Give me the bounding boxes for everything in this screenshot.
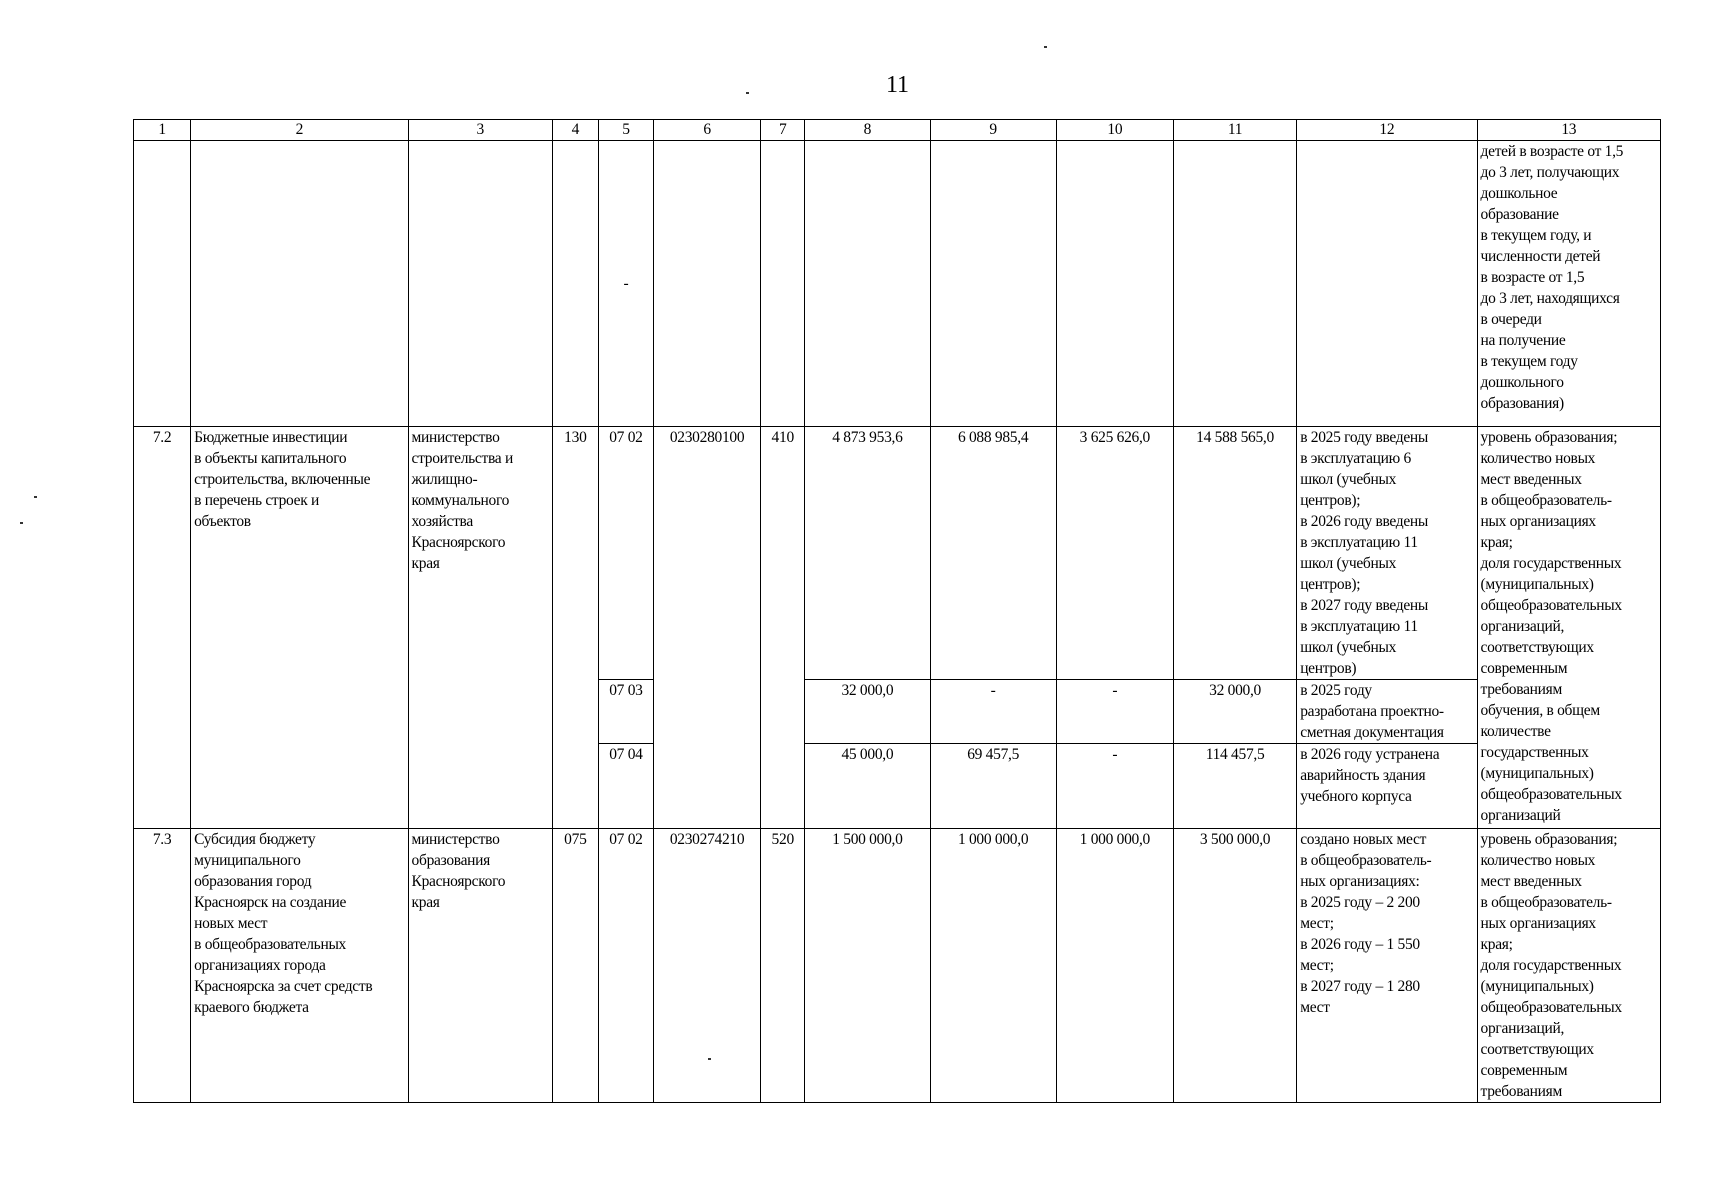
cell-vr: 520 (761, 829, 805, 1103)
cell-total: 3 500 000,0 (1173, 829, 1296, 1103)
cell-2025: 1 500 000,0 (805, 829, 930, 1103)
cell-2027: 3 625 626,0 (1056, 427, 1173, 680)
cell-2027: - (1056, 680, 1173, 744)
cell-result: создано новых мест в общеобразователь- ных организациях: в 2025 году – 2 200 мест; в 2026 году – 1 550 мест; в 2027 году – 1 280 мест (1297, 829, 1477, 1103)
cell-2026: 69 457,5 (930, 744, 1056, 829)
scan-speck (34, 496, 37, 498)
column-header: 8 (805, 120, 930, 141)
cell-grbs-code: 075 (552, 829, 598, 1103)
cell-grbs: министерство строительства и жилищно- коммунального хозяйства Красноярского края (408, 427, 552, 829)
cell-grbs-code: 130 (552, 427, 598, 829)
cell-csr: 0230274210 (653, 829, 760, 1103)
cell-result: в 2026 году устранена аварийность здания учебного корпуса (1297, 744, 1477, 829)
column-header: 1 (134, 120, 191, 141)
cell-measure-name: Субсидия бюджету муниципального образования город Красноярск на создание новых мест в общеобразовательных организациях города Красноярска за счет средств краевого бюджета (191, 829, 408, 1103)
scan-speck (1044, 46, 1047, 48)
cell-rzpr: - (598, 141, 653, 427)
column-header: 13 (1477, 120, 1660, 141)
column-header: 6 (653, 120, 760, 141)
cell-2027: 1 000 000,0 (1056, 829, 1173, 1103)
cell-result: в 2025 году введены в эксплуатацию 6 школ (учебных центров); в 2026 году введены в эксплуатацию 11 школ (учебных центров); в 2027 году введены в эксплуатацию 11 школ (учебных центров) (1297, 427, 1477, 680)
cell-total: 32 000,0 (1173, 680, 1296, 744)
scan-speck (20, 522, 23, 524)
cell-2026: 1 000 000,0 (930, 829, 1056, 1103)
table-row (134, 829, 1661, 1103)
cell-2026: - (930, 680, 1056, 744)
cell-2026: 6 088 985,4 (930, 427, 1056, 680)
cell-number: 7.2 (134, 427, 191, 829)
cell-2025: 45 000,0 (805, 744, 930, 829)
cell-grbs: министерство образования Красноярского края (408, 829, 552, 1103)
cell-csr: 0230280100 (653, 427, 760, 829)
column-number-row (134, 120, 1661, 141)
budget-table (133, 119, 1661, 1103)
scan-speck (708, 1058, 711, 1060)
cell-indicator: детей в возрасте от 1,5 до 3 лет, получающих дошкольное образование в текущем году, и численности детей в возрасте от 1,5 до 3 лет, находящихся в очереди на получение в текущем году дошкольного образования) (1477, 141, 1660, 427)
cell-result: в 2025 году разработана проектно- сметная документация (1297, 680, 1477, 744)
cell-2027: - (1056, 744, 1173, 829)
cell-indicator: уровень образования; количество новых мест введенных в общеобразователь- ных организациях края; доля государственных (муниципальных) общеобразовательных организаций, соответствующих современным требованиям обучения, в общем количестве государственных (муниципальных) общеобразовательных организаций (1477, 427, 1660, 829)
cell-rzpr: 07 02 (598, 427, 653, 680)
column-header: 4 (552, 120, 598, 141)
cell-number: 7.3 (134, 829, 191, 1103)
table-row (134, 141, 1661, 427)
column-header: 7 (761, 120, 805, 141)
column-header: 9 (930, 120, 1056, 141)
column-header: 5 (598, 120, 653, 141)
cell-total: 114 457,5 (1173, 744, 1296, 829)
column-header: 10 (1056, 120, 1173, 141)
scan-speck (746, 92, 749, 94)
cell-total: 14 588 565,0 (1173, 427, 1296, 680)
column-header: 2 (191, 120, 408, 141)
cell-vr: 410 (761, 427, 805, 829)
cell-2025: 4 873 953,6 (805, 427, 930, 680)
cell-2025: 32 000,0 (805, 680, 930, 744)
column-header: 11 (1173, 120, 1296, 141)
page-number: 11 (885, 72, 910, 98)
cell-measure-name: Бюджетные инвестиции в объекты капитального строительства, включенные в перечень строек и объектов (191, 427, 408, 829)
cell-rzpr: 07 04 (598, 744, 653, 829)
cell-rzpr: 07 02 (598, 829, 653, 1103)
cell-rzpr: 07 03 (598, 680, 653, 744)
table-row (134, 427, 1661, 680)
cell-indicator: уровень образования; количество новых мест введенных в общеобразователь- ных организациях края; доля государственных (муниципальных) общеобразовательных организаций, соответствующих современным требованиям (1477, 829, 1660, 1103)
column-header: 3 (408, 120, 552, 141)
column-header: 12 (1297, 120, 1477, 141)
